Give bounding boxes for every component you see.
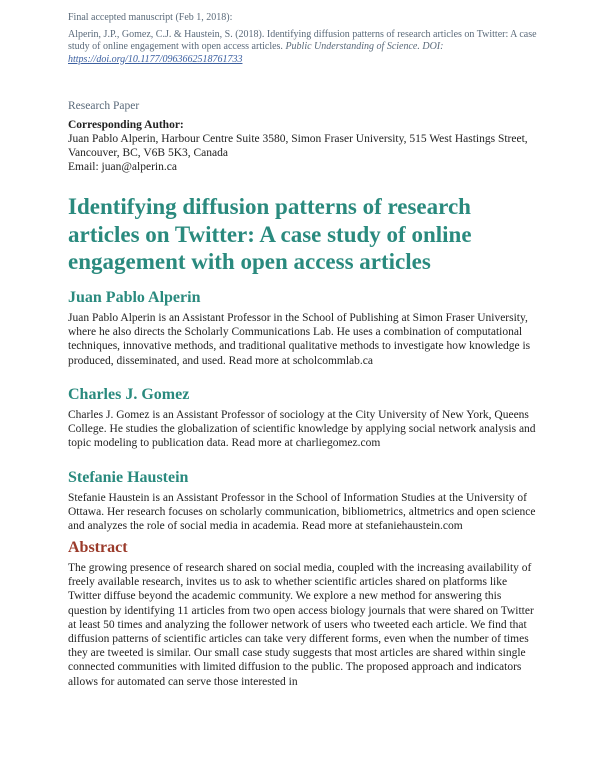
paper-type: Research Paper	[68, 100, 140, 112]
corresponding-author-email: Email: juan@alperin.ca	[68, 161, 177, 173]
author-name: Juan Pablo Alperin	[68, 289, 201, 306]
abstract-text: The growing presence of research shared on social media, coupled with the increasing availability of freely available research, invites us to ask to whether scientific articles shared on platforms like Twitter diffuse beyond the academic community. We explore a new method for answering this question by identifying 11 articles from two open access biology journals that were shared on Twitter at least 50 times and analyzing the follower network of users who tweeted each article. We find that diffusion patterns of scientific articles can take very different forms, even when the number of times they are tweeted is similar. Our small case study suggests that most articles are shared within single connected communities with limited diffusion to the public. The proposed approach and indicators allows for automated can serve those interested in	[68, 562, 534, 688]
author-bio: Juan Pablo Alperin is an Assistant Professor in the School of Publishing at Simon Fraser University, where he also directs the Scholarly Communications Lab. He uses a combination of computational techniques, innovative methods, and traditional qualitative methods to investigate how knowledge is produced, disseminated, and used. Read more at scholcommlab.ca	[68, 312, 531, 367]
citation-journal: Public Understanding of Science. DOI:	[285, 41, 444, 52]
citation	[68, 29, 538, 67]
author-bio: Charles J. Gomez is an Assistant Professor of sociology at the City University of New York, Queens College. He studies the globalization of scientific knowledge by applying social network analysis and topic modeling to publication data. Read more at charliegomez.com	[68, 409, 536, 450]
paper-title: Identifying diffusion patterns of research articles on Twitter: A case study of online engagement with open access articles	[68, 194, 472, 274]
corresponding-author-address: Juan Pablo Alperin, Harbour Centre Suite 3580, Simon Fraser University, 515 West Hastings Street, Vancouver, BC, V6B 5K3, Canada	[68, 133, 528, 159]
manuscript-header	[68, 12, 538, 66]
author-bio: Stefanie Haustein is an Assistant Professor in the School of Information Studies at the University of Ottawa. Her research focuses on scholarly communication, bibliometrics, altmetrics and open science and analyzes the role of social media in academia. Read more at stefaniehaustein.com	[68, 492, 536, 533]
citation-text: Alperin, J.P., Gomez, C.J. & Haustein, S. (2018). Identifying diffusion patterns of research articles on Twitter: A case study of online engagement with open access articles.	[68, 28, 537, 52]
manuscript-status: Final accepted manuscript (Feb 1, 2018):	[68, 12, 233, 23]
corresponding-author-label: Corresponding Author:	[68, 119, 184, 131]
author-name: Charles J. Gomez	[68, 386, 190, 403]
abstract-heading: Abstract	[68, 539, 128, 556]
author-name: Stefanie Haustein	[68, 469, 189, 486]
doi-link[interactable]: https://doi.org/10.1177/0963662518761733	[68, 53, 243, 65]
corresponding-author-block	[68, 118, 538, 174]
